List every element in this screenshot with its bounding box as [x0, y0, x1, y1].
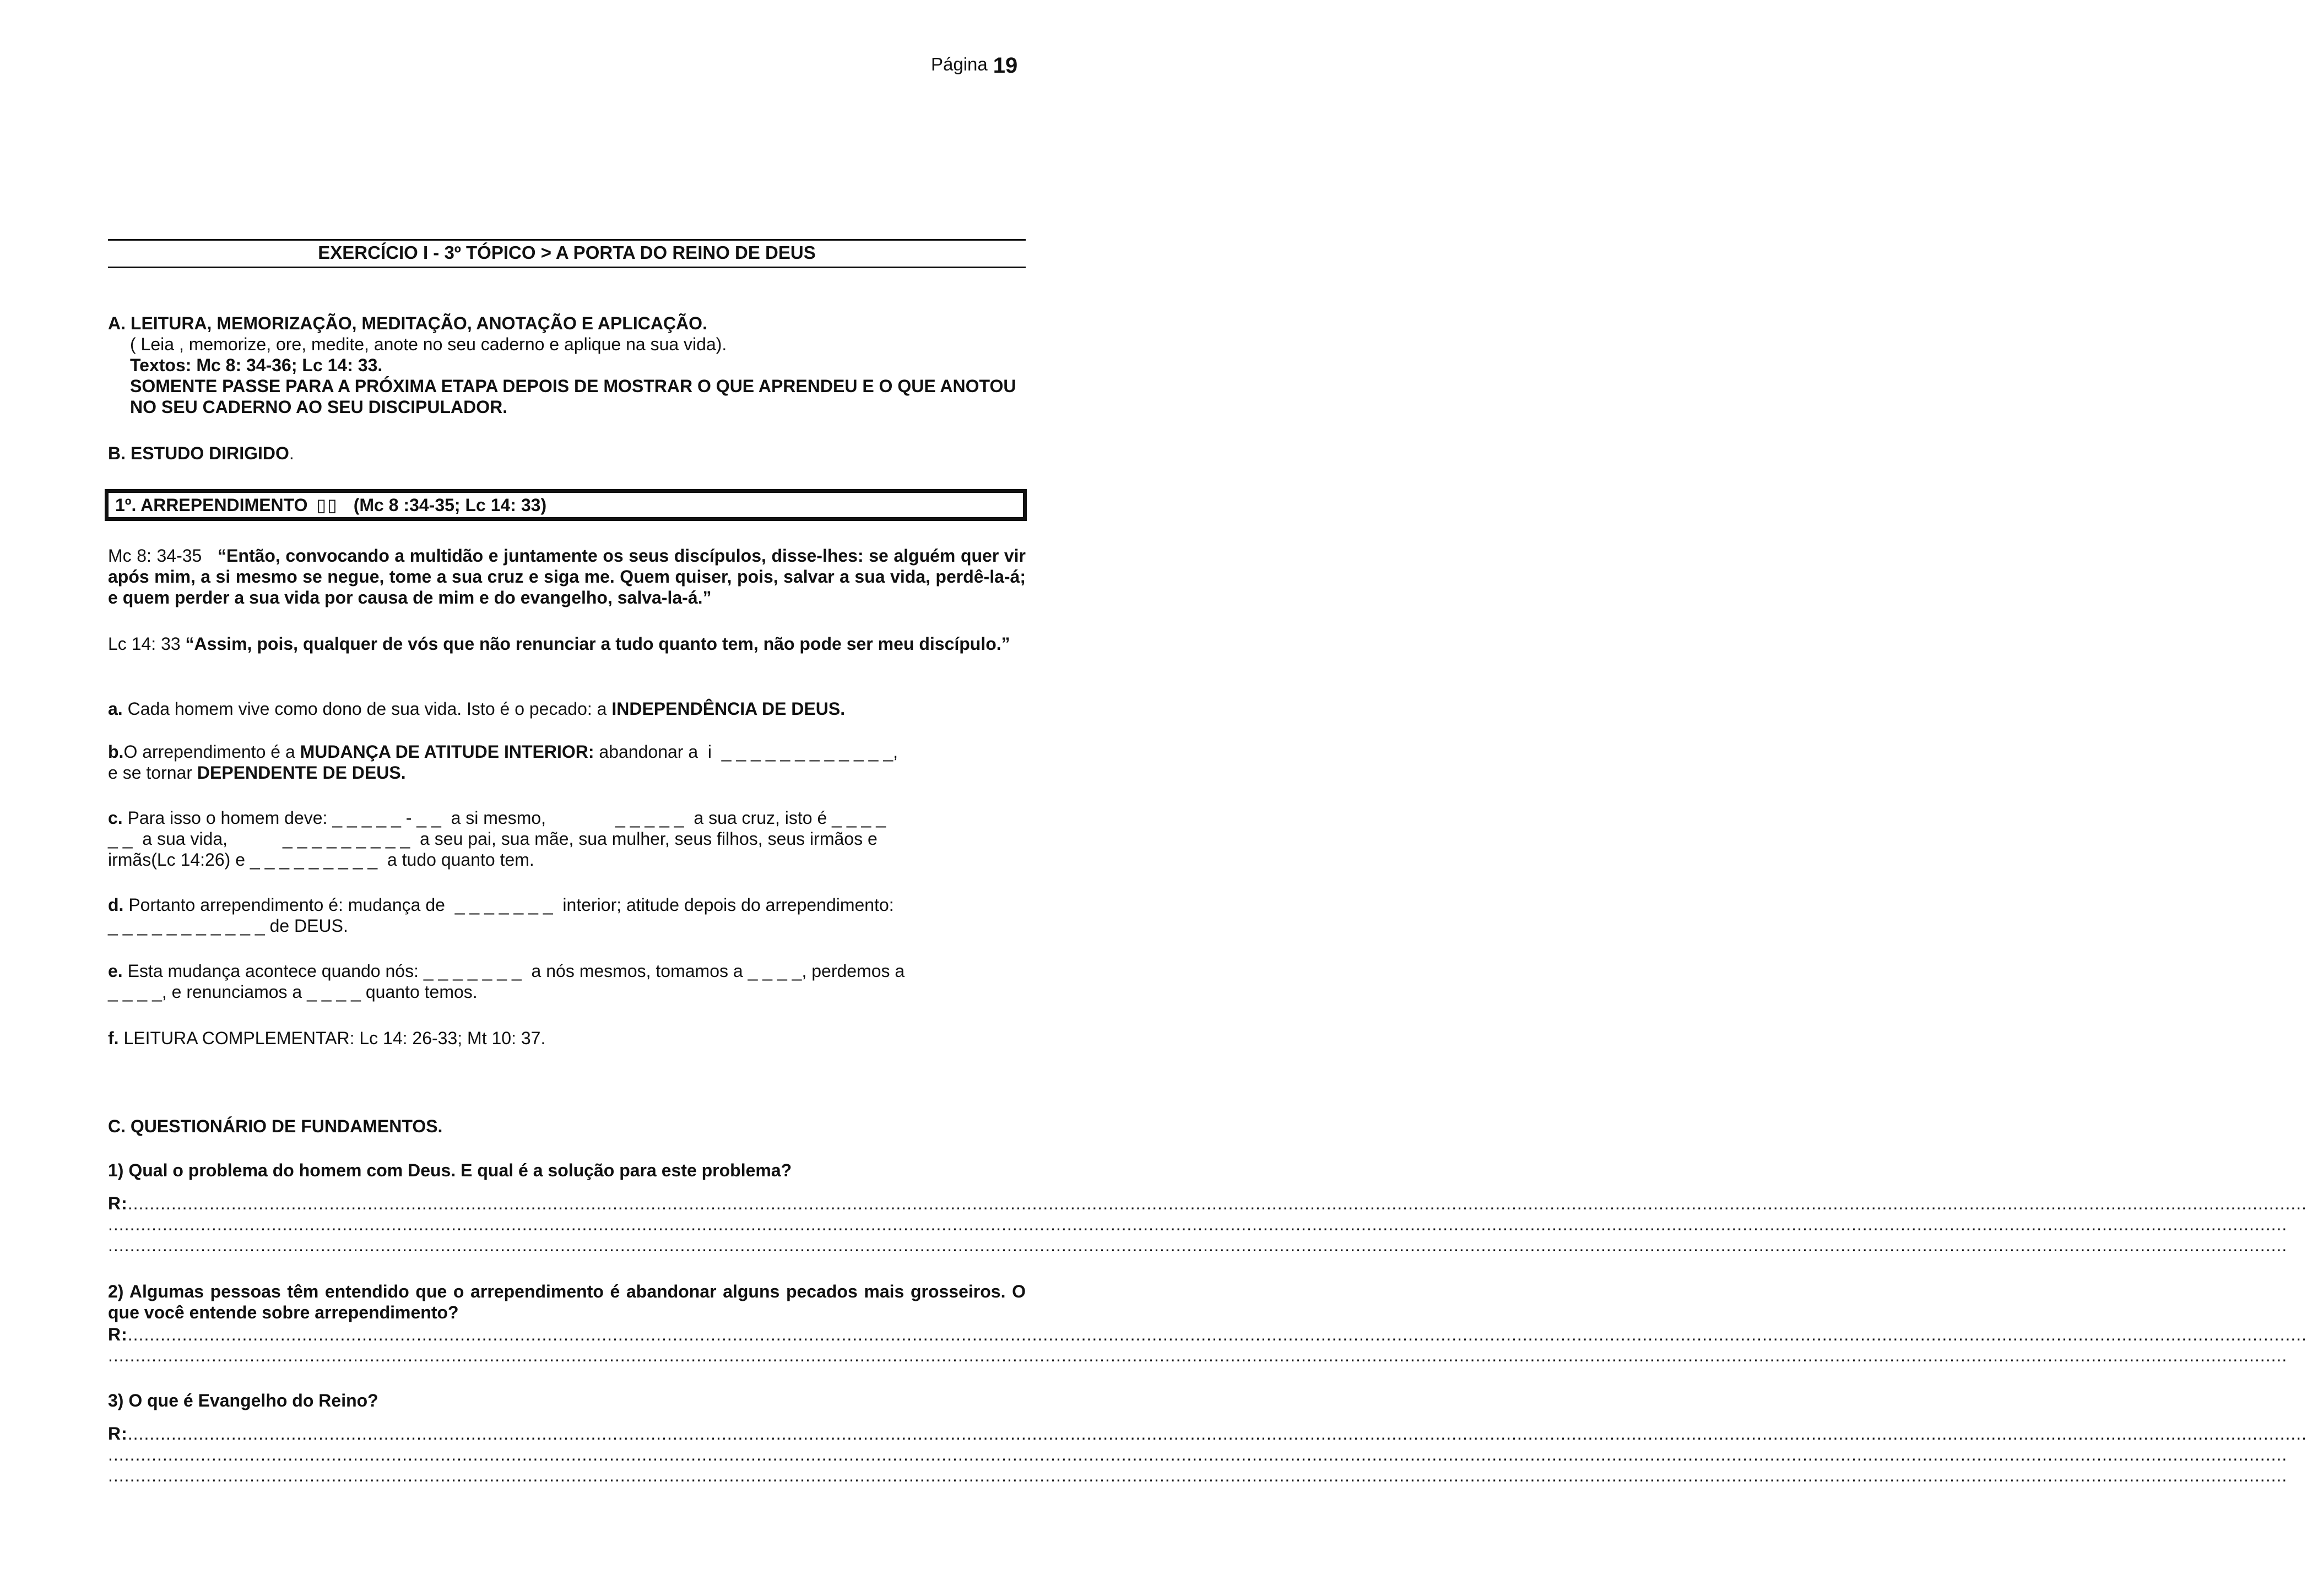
item-f	[108, 1028, 1026, 1049]
item-c-text-1a: Para isso o homem deve: _ _ _ _ _ - _ _ a si mesmo,	[122, 808, 546, 828]
item-b-text-2: abandonar a i _ _ _ _ _ _ _ _ _ _ _ _,	[594, 742, 898, 762]
answer-3-line-1[interactable]: R:................................................................................................................................................................................................................................................................................................................................................................................................................	[108, 1424, 2307, 1443]
section-a-warning: SOMENTE PASSE PARA A PRÓXIMA ETAPA DEPOIS DE MOSTRAR O QUE APRENDEU E O QUE ANOTOU NO SEU CADERNO AO SEU DISCIPULADOR.	[130, 376, 1016, 417]
item-c-line-3: irmãs(Lc 14:26) e _ _ _ _ _ _ _ _ _ a tudo quanto tem.	[108, 850, 534, 870]
answer-1[interactable]	[108, 1193, 2307, 1256]
item-a-text: Cada homem vive como dono de sua vida. Isto é o pecado: a	[122, 699, 612, 719]
item-c-text-1b: _ _ _ _ _ a sua cruz, isto é _ _ _ _	[615, 808, 886, 828]
section-a-instructions: ( Leia , memorize, ore, medite, anote no seu caderno e aplique na sua vida).	[130, 334, 727, 354]
answer-3-label: R:	[108, 1424, 128, 1443]
answer-2[interactable]	[108, 1324, 2307, 1366]
item-e-line-2: _ _ _ _, e renunciamos a _ _ _ _ quanto temos.	[108, 982, 478, 1002]
answer-3[interactable]	[108, 1423, 2307, 1486]
item-c-line-2	[108, 828, 1026, 849]
section-a-texts: Textos: Mc 8: 34-36; Lc 14: 33.	[130, 355, 383, 375]
section-b-title: B. ESTUDO DIRIGIDO	[108, 443, 289, 463]
verse-lc-ref: Lc 14: 33	[108, 634, 181, 654]
item-b-text-3: e se tornar	[108, 763, 197, 783]
item-c	[108, 807, 1026, 870]
verse-mc	[108, 545, 1026, 608]
item-b-bold-1: MUDANÇA DE ATITUDE INTERIOR:	[300, 742, 594, 762]
item-b-line-1	[108, 741, 1026, 762]
page-label: Página	[931, 54, 988, 74]
verse-lc	[108, 633, 1026, 654]
page-number	[931, 53, 1018, 78]
item-e-letter: e.	[108, 961, 123, 981]
answer-2-label: R:	[108, 1324, 128, 1344]
answer-1-label: R:	[108, 1193, 128, 1213]
item-e-line-1	[108, 960, 1026, 981]
item-c-letter: c.	[108, 808, 123, 828]
item-d	[108, 894, 1026, 936]
page-number-value: 19	[993, 53, 1018, 78]
item-b-bold-2: DEPENDENTE DE DEUS.	[197, 763, 406, 783]
item-c-text-2b: _ _ _ _ _ _ _ _ _ a seu pai, sua mãe, sua mulher, seus filhos, seus irmãos e	[283, 829, 878, 849]
item-e	[108, 960, 1026, 1002]
verse-mc-text: “Então, convocando a multidão e juntamente os seus discípulos, disse-lhes: se alguém quer vir após mim, a si mesmo se negue, tome a sua cruz e siga me. Quem quiser, pois, salvar a sua vida, perdê-la-á; e quem perder a sua vida por causa de mim e do evangelho, salva-la-á.”	[108, 546, 1026, 607]
section-b-title-dot: .	[289, 443, 294, 463]
answer-2-line-1[interactable]: R:................................................................................................................................................................................................................................................................................................................................................................................................................	[108, 1324, 2307, 1344]
item-c-text-2a: _ _ a sua vida,	[108, 829, 228, 849]
title-top-rule	[108, 239, 1026, 241]
topic-reference: (Mc 8 :34-35; Lc 14: 33)	[353, 495, 547, 515]
answer-3-line-3[interactable]: ................................................................................................................................................................................................................................................................................................................................................................................................................	[108, 1465, 2288, 1485]
question-1: 1) Qual o problema do homem com Deus. E qual é a solução para este problema?	[108, 1160, 792, 1180]
title-bottom-rule	[108, 267, 1026, 268]
item-d-line-1	[108, 894, 1026, 915]
question-2: 2) Algumas pessoas têm entendido que o arrependimento é abandonar alguns pecados mais grosseiros. O que você entende sobre arrependimento?	[108, 1282, 1026, 1322]
topic-symbols-icon: ▯▯	[316, 495, 338, 515]
item-b-text-1: O arrependimento é a	[123, 742, 300, 762]
item-d-line-2: _ _ _ _ _ _ _ _ _ _ _ de DEUS.	[108, 916, 348, 936]
section-a	[108, 313, 1026, 417]
item-f-text: LEITURA COMPLEMENTAR: Lc 14: 26-33; Mt 10: 37.	[118, 1028, 546, 1048]
answer-1-line-2[interactable]: ................................................................................................................................................................................................................................................................................................................................................................................................................	[108, 1214, 2288, 1234]
item-b-line-2	[108, 762, 1026, 783]
item-d-letter: d.	[108, 895, 124, 915]
section-c-heading: C. QUESTIONÁRIO DE FUNDAMENTOS.	[108, 1116, 443, 1136]
verse-lc-text: “Assim, pois, qualquer de vós que não renunciar a tudo quanto tem, não pode ser meu discípulo.”	[185, 634, 1010, 654]
item-a-letter: a.	[108, 699, 123, 719]
answer-1-line-3[interactable]: ................................................................................................................................................................................................................................................................................................................................................................................................................	[108, 1235, 2288, 1255]
topic-label: 1º. ARREPENDIMENTO	[115, 495, 308, 515]
answer-1-line-1[interactable]: R:................................................................................................................................................................................................................................................................................................................................................................................................................	[108, 1193, 2307, 1213]
item-a	[108, 698, 1026, 719]
verse-mc-ref: Mc 8: 34-35	[108, 546, 202, 566]
item-f-letter: f.	[108, 1028, 119, 1048]
item-c-line-1	[108, 807, 1026, 828]
item-a-bold: INDEPENDÊNCIA DE DEUS.	[611, 699, 846, 719]
item-e-text-1: Esta mudança acontece quando nós: _ _ _ _ _ _ _ a nós mesmos, tomamos a _ _ _ _, perdemos a	[122, 961, 905, 981]
question-3: 3) O que é Evangelho do Reino?	[108, 1391, 378, 1410]
topic-box	[105, 489, 1027, 521]
section-a-heading: A. LEITURA, MEMORIZAÇÃO, MEDITAÇÃO, ANOTAÇÃO E APLICAÇÃO.	[108, 313, 707, 333]
item-b	[108, 741, 1026, 783]
answer-2-line-2[interactable]: ................................................................................................................................................................................................................................................................................................................................................................................................................	[108, 1345, 2288, 1365]
answer-3-line-2[interactable]: ................................................................................................................................................................................................................................................................................................................................................................................................................	[108, 1445, 2288, 1464]
exercise-title: EXERCÍCIO I - 3º TÓPICO > A PORTA DO REINO DE DEUS	[318, 242, 816, 263]
item-d-text-1: Portanto arrependimento é: mudança de _ _ _ _ _ _ _ interior; atitude depois do arrependimento:	[123, 895, 894, 915]
item-b-letter: b.	[108, 742, 124, 762]
section-b-heading	[108, 443, 1026, 464]
